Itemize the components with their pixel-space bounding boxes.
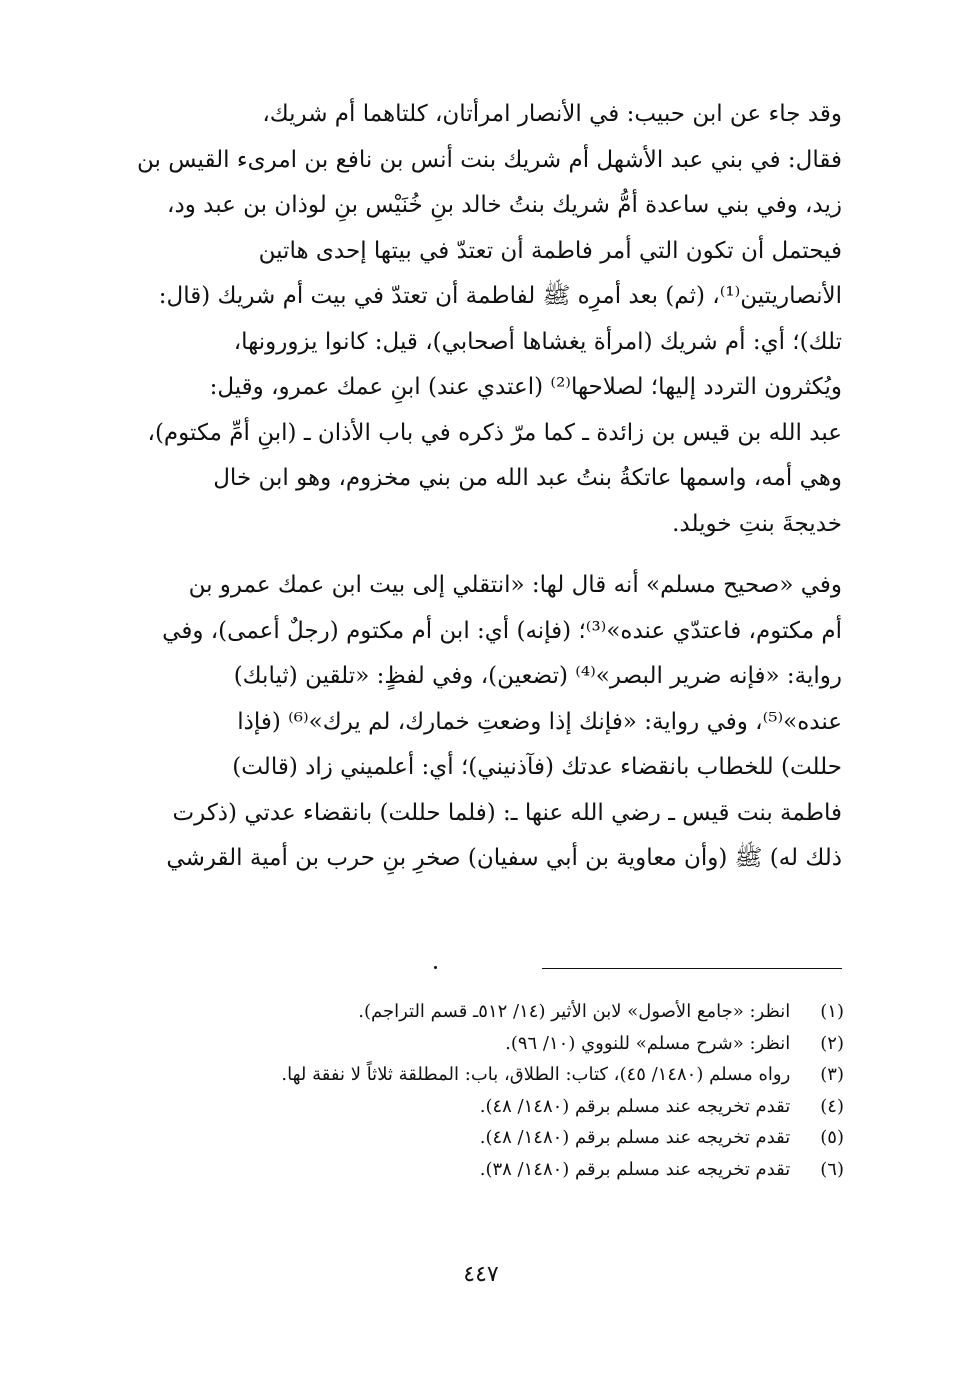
stray-dot: [434, 966, 437, 969]
text-line: عنده»⁽⁵⁾، وفي رواية: «فإنك إذا وضعتِ خمارك، لم يرك»⁽⁶⁾ (فإذا: [237, 708, 842, 735]
text-line: رواية: «فإنه ضرير البصر»⁽⁴⁾ (تضعين)، وفي لفظٍ: «تلقين (ثيابك): [233, 663, 842, 689]
footnote-number: (٦): [820, 1158, 844, 1180]
footnote-text: رواه مسلم (١٤٨٠/ ٤٥)، كتاب: الطلاق، باب: المطلقة ثلاثاً لا نفقة لها.: [281, 1064, 791, 1085]
text-line: وفي «صحيح مسلم» أنه قال لها: «انتقلي إلى بيت ابن عمك عمرو بن: [188, 572, 842, 598]
main-text: [120, 92, 842, 882]
footnote-item: [144, 1059, 844, 1091]
footnote-text: انظر: «جامع الأصول» لابن الأثير (١٤/ ٥١٢ـ قسم التراجم).: [358, 1001, 791, 1022]
text-line: خديجةَ بنتِ خويلد.: [672, 510, 842, 537]
footnote-separator: [542, 968, 842, 969]
text-line: فاطمة بنت قيس ـ رضي الله عنها ـ: (فلما حللت) بانقضاء عدتي (ذكرت: [172, 799, 842, 826]
text-line: الأنصاريتين⁽¹⁾، (ثم) بعد أمرِه ﷺ لفاطمة أن تعتدّ في بيت أم شريك (قال:: [158, 283, 842, 309]
text-line: وقد جاء عن ابن حبيب: في الأنصار امرأتان، كلتاهما أم شريك،: [262, 101, 842, 127]
text-line: ذلك له) ﷺ (وأن معاوية بن أبي سفيان) صخرِ بنِ حرب بن أمية القرشي: [166, 845, 842, 871]
paragraph-1: [120, 92, 842, 547]
text-line: فيحتمل أن تكون التي أمر فاطمة أن تعتدّ في بيتها إحدى هاتين: [258, 237, 842, 264]
footnote-text: انظر: «شرح مسلم» للنووي (١٠/ ٩٦).: [505, 1032, 791, 1054]
text-line: عبد الله بن قيس بن زائدة ـ كما مرّ ذكره في باب الأذان ـ (ابنِ أمِّ مكتوم)،: [147, 419, 842, 446]
text-line: وهي أمه، واسمها عاتكةُ بنتُ عبد الله من بني مخزوم، وهو ابن خال: [213, 465, 842, 491]
footnote-number: (٥): [820, 1127, 844, 1148]
footnote-number: (٤): [820, 1095, 844, 1117]
footnote-text: تقدم تخريجه عند مسلم برقم (١٤٨٠/ ٣٨).: [479, 1158, 791, 1180]
footnote-text: تقدم تخريجه عند مسلم برقم (١٤٨٠/ ٤٨).: [479, 1095, 791, 1117]
text-line: أم مكتوم، فاعتدّي عنده»⁽³⁾؛ (فإنه) أي: ابن أم مكتوم (رجلٌ أعمى)، وفي: [162, 617, 842, 644]
text-line: تلك)؛ أي: أم شريك (امرأة يغشاها أصحابي)، قيل: كانوا يزورونها،: [233, 328, 842, 355]
footnote-item: [144, 1028, 844, 1060]
paragraph-2: [120, 563, 842, 882]
text-line: فقال: في بني عبد الأشهل أم شريك بنت أنس بن نافع بن امرىء القيس بن: [137, 146, 842, 173]
text-line: حللت) للخطاب بانقضاء عدتك (فآذنيني)؛ أي: أعلميني زاد (قالت): [232, 754, 842, 780]
footnote-text: تقدم تخريجه عند مسلم برقم (١٤٨٠/ ٤٨).: [479, 1127, 791, 1148]
footnote-item: [144, 1154, 844, 1186]
footnote-item: [144, 996, 844, 1028]
footnote-number: (١): [820, 1001, 844, 1022]
footnote-number: (٣): [820, 1064, 844, 1085]
page-number: ٤٤٧: [463, 1262, 499, 1287]
footnote-item: [144, 1122, 844, 1154]
text-line: زيد، وفي بني ساعدة أمُّ شريك بنتُ خالد بنِ خُنَيْس بنِ لوذان بن عبد ود،: [167, 192, 842, 218]
footnotes: [144, 996, 844, 1185]
footnote-item: [144, 1091, 844, 1123]
text-line: ويُكثرون التردد إليها؛ لصلاحها⁽²⁾ (اعتدي عند) ابنِ عمك عمرو، وقيل:: [209, 374, 842, 400]
footnote-number: (٢): [820, 1032, 844, 1054]
